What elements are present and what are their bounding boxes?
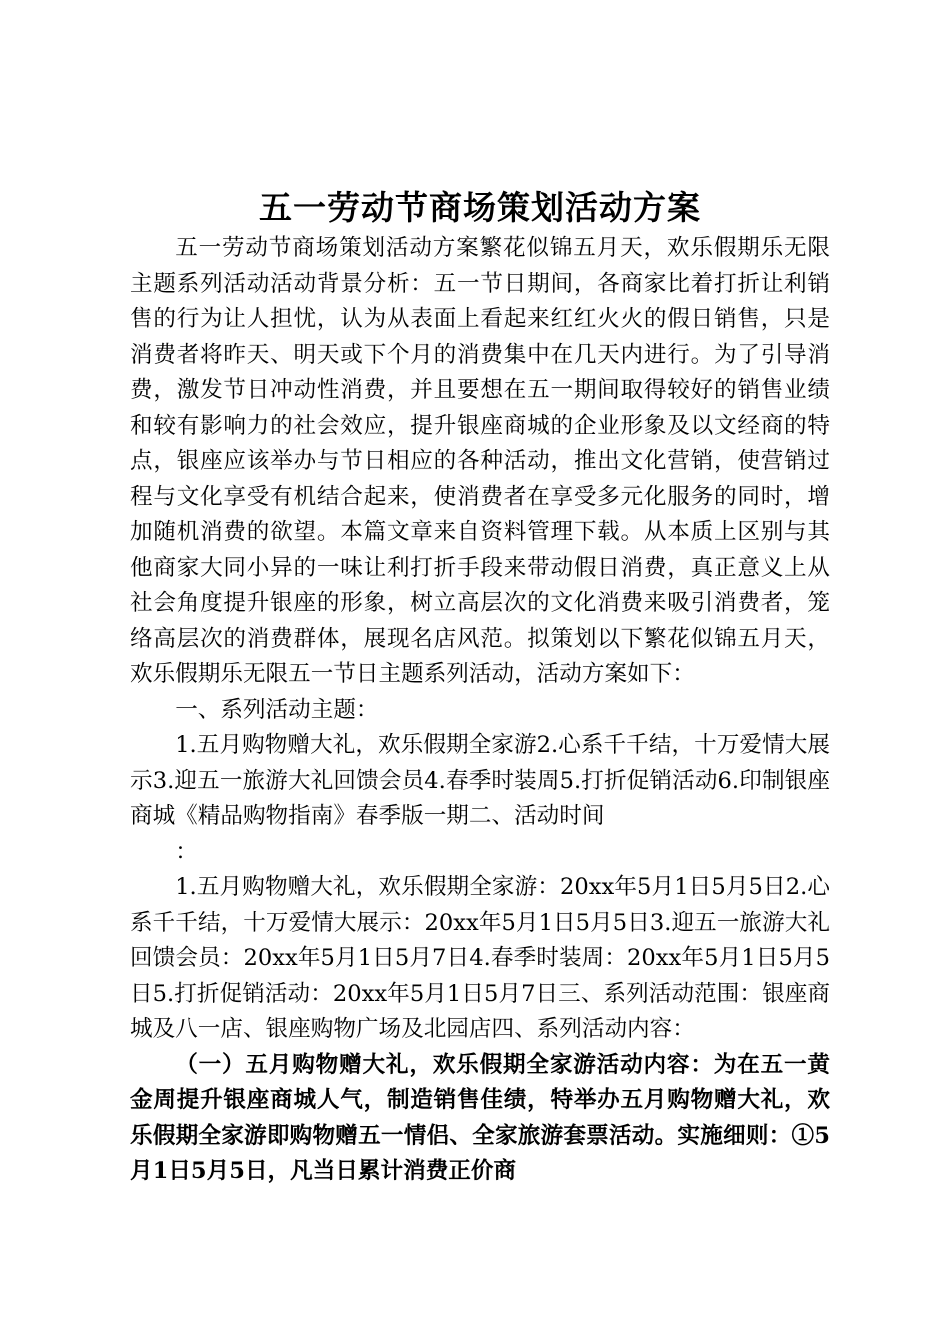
paragraph-activity-detail: （一）五月购物赠大礼，欢乐假期全家游活动内容：为在五一黄金周提升银座商城人气，制造销售佳绩，特举办五月购物赠大礼，欢乐假期全家游即购物赠五一情侣、全家旅游套票活动。实施细则：①5月1日5月5日，凡当日累计消费正价商 (130, 1051, 830, 1184)
heading-activity-theme: 一、系列活动主题： (175, 696, 379, 723)
paragraph-colon: ： (175, 838, 198, 865)
paragraph-activity-time: 1.五月购物赠大礼，欢乐假期全家游：20xx年5月1日5月5日2.心系千千结，十万爱情大展示：20xx年5月1日5月5日3.迎五一旅游大礼回馈会员：20xx年5月1日5月7日4.春季时装周：20xx年5月1日5月5日5.打折促销活动：20xx年5月1日5月7日三、系列活动范围：银座商城及八一店、银座购物广场及北园店四、系列活动内容： (130, 874, 830, 1042)
document-body (130, 185, 830, 1190)
paragraph-background: 五一劳动节商场策划活动方案繁花似锦五月天，欢乐假期乐无限主题系列活动活动背景分析：五一节日期间，各商家比着打折让利销售的行为让人担忧，认为从表面上看起来红红火火的假日销售，只是消费者将昨天、明天或下个月的消费集中在几天内进行。为了引导消费，激发节日冲动性消费，并且要想在五一期间取得较好的销售业绩和较有影响力的社会效应，提升银座商城的企业形象及以文经商的特点，银座应该举办与节日相应的各种活动，推出文化营销，使营销过程与文化享受有机结合起来，使消费者在享受多元化服务的同时，增加随机消费的欲望。本篇文章来自资料管理下载。从本质上区别与其他商家大同小异的一味让利打折手段来带动假日消费，真正意义上从社会角度提升银座的形象，树立高层次的文化消费来吸引消费者，笼络高层次的消费群体，展现名店风范。拟策划以下繁花似锦五月天，欢乐假期乐无限五一节日主题系列活动，活动方案如下： (130, 235, 830, 687)
paragraph-theme-list: 1.五月购物赠大礼，欢乐假期全家游2.心系千千结，十万爱情大展示3.迎五一旅游大礼回馈会员4.春季时装周5.打折促销活动6.印制银座商城《精品购物指南》春季版一期二、活动时间 (130, 732, 830, 829)
document-title: 五一劳动节商场策划活动方案 (259, 188, 701, 227)
